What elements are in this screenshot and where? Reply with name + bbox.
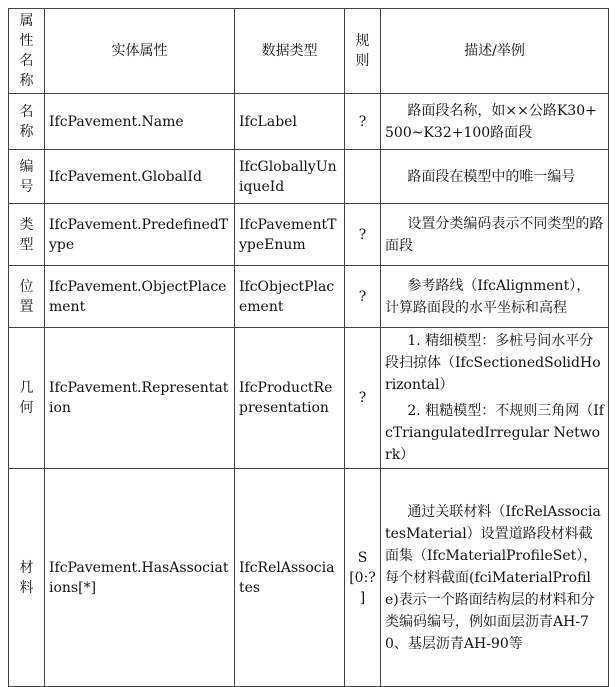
cell-description: [381, 328, 609, 469]
cell-entity-attribute: IfcPavement.HasAssociations[*]: [45, 469, 235, 687]
table-header: [9, 9, 609, 94]
cell-rule: ?: [345, 94, 381, 150]
cell-description: [381, 266, 609, 328]
table-body: [9, 94, 609, 687]
table-row: [9, 204, 609, 266]
header-entity-attribute: 实体属性: [45, 9, 235, 94]
cell-entity-attribute: IfcPavement.PredefinedType: [45, 204, 235, 266]
header-data-type: 数据类型: [235, 9, 345, 94]
cell-description: [381, 204, 609, 266]
cell-data-type: IfcGloballyUniqueId: [235, 150, 345, 204]
table-row: [9, 150, 609, 204]
header-description: 描述/举例: [381, 9, 609, 94]
cell-attribute-name: 编号: [9, 150, 45, 204]
attribute-table: [8, 8, 609, 687]
cell-data-type: IfcProductRepresentation: [235, 328, 345, 469]
header-row: [9, 9, 609, 94]
header-attribute-name: 属性名称: [9, 9, 45, 94]
description-paragraph: 路面段在模型中的唯一编号: [407, 168, 576, 185]
table-row: [9, 469, 609, 687]
cell-attribute-name: 名称: [9, 94, 45, 150]
cell-data-type: IfcLabel: [235, 94, 345, 150]
cell-rule: ?: [345, 204, 381, 266]
description-paragraph: 1. 精细模型：多桩号间水平分段扫掠体（IfcSectionedSolidHorizontal）: [385, 333, 601, 393]
cell-attribute-name: 位置: [9, 266, 45, 328]
table-row: [9, 328, 609, 469]
cell-rule: [345, 150, 381, 204]
description-paragraph: 通过关联材料（IfcRelAssociatesMaterial）设置道路段材料截面集（IfcMaterialProfileSet），每个材料截面(fciMaterialProfile)表示一个路面结构层的材料和分类编码编号，例如面层沥青AH-70、基层沥青AH-90等: [385, 503, 601, 652]
cell-entity-attribute: IfcPavement.ObjectPlacement: [45, 266, 235, 328]
cell-attribute-name: 几何: [9, 328, 45, 469]
cell-attribute-name: 材料: [9, 469, 45, 687]
cell-attribute-name: 类型: [9, 204, 45, 266]
description-paragraph: 路面段名称，如××公路K30+500~K32+100路面段: [385, 102, 597, 141]
cell-entity-attribute: IfcPavement.GlobalId: [45, 150, 235, 204]
cell-entity-attribute: IfcPavement.Representation: [45, 328, 235, 469]
table-row: [9, 266, 609, 328]
cell-rule: ?: [345, 328, 381, 469]
cell-data-type: IfcRelAssociates: [235, 469, 345, 687]
cell-rule: S[0:?]: [345, 469, 381, 687]
cell-data-type: IfcPavementTypeEnum: [235, 204, 345, 266]
header-rule: 规则: [345, 9, 381, 94]
description-paragraph: 参考路线（IfcAlignment），计算路面段的水平坐标和高程: [385, 277, 591, 316]
description-paragraph: 2. 粗糙模型：不规则三角网（IfcTriangulatedIrregular Network）: [385, 403, 604, 463]
cell-rule: ?: [345, 266, 381, 328]
cell-entity-attribute: IfcPavement.Name: [45, 94, 235, 150]
cell-description: [381, 150, 609, 204]
table-row: [9, 94, 609, 150]
cell-description: [381, 469, 609, 687]
cell-data-type: IfcObjectPlacement: [235, 266, 345, 328]
cell-description: [381, 94, 609, 150]
description-paragraph: 设置分类编码表示不同类型的路面段: [385, 215, 604, 254]
